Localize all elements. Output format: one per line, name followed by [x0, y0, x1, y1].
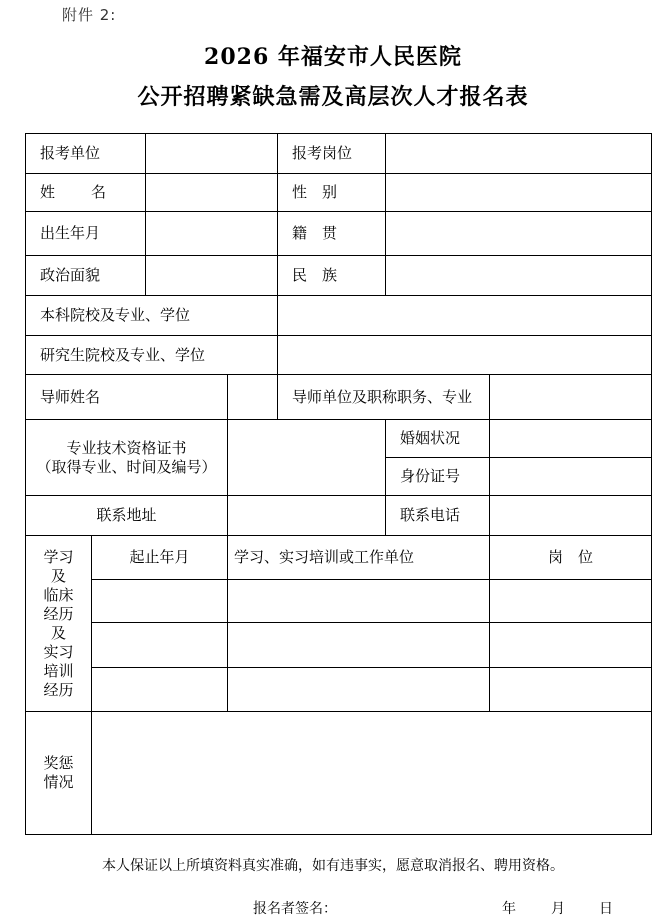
history-period-field[interactable]: [92, 580, 228, 623]
col-post-header: 岗 位: [490, 536, 652, 580]
history-label-line: 实习: [43, 642, 74, 661]
history-label-line: 经历: [43, 604, 74, 623]
apply-post-label: 报考岗位: [278, 134, 386, 174]
registration-form-table: [25, 133, 652, 835]
history-label-line: 学习: [43, 547, 74, 566]
marital-field[interactable]: [490, 420, 652, 458]
marital-label: 婚姻状况: [386, 420, 490, 458]
apply-unit-label: 报考单位: [26, 134, 146, 174]
awards-label: [26, 712, 92, 835]
history-label-line: 临床: [43, 585, 74, 604]
gender-label: 性 别: [278, 174, 386, 212]
history-unit-field[interactable]: [228, 668, 490, 712]
history-period-field[interactable]: [92, 668, 228, 712]
undergrad-label: 本科院校及专业、学位: [26, 296, 278, 336]
advisor-name-label: 导师姓名: [26, 375, 228, 420]
phone-label: 联系电话: [386, 496, 490, 536]
ethnic-label: 民 族: [278, 256, 386, 296]
birth-field[interactable]: [146, 212, 278, 256]
history-unit-field[interactable]: [228, 623, 490, 668]
apply-unit-field[interactable]: [146, 134, 278, 174]
col-period-header: 起止年月: [92, 536, 228, 580]
native-label: 籍 贯: [278, 212, 386, 256]
history-post-field[interactable]: [490, 623, 652, 668]
awards-field[interactable]: [92, 712, 652, 835]
postgrad-field[interactable]: [278, 336, 652, 375]
col-unit-header: 学习、实习培训或工作单位: [228, 536, 490, 580]
address-label: 联系地址: [26, 496, 228, 536]
apply-post-field[interactable]: [386, 134, 652, 174]
date-year-label: 年: [502, 901, 516, 917]
gender-field[interactable]: [386, 174, 652, 212]
date-day-label: 日: [599, 901, 613, 917]
cert-field[interactable]: [228, 420, 386, 496]
history-unit-field[interactable]: [228, 580, 490, 623]
history-label-line: 经历: [43, 680, 74, 699]
ethnic-field[interactable]: [386, 256, 652, 296]
history-post-field[interactable]: [490, 580, 652, 623]
history-period-field[interactable]: [92, 623, 228, 668]
postgrad-label: 研究生院校及专业、学位: [26, 336, 278, 375]
cert-label: [26, 420, 228, 496]
id-number-label: 身份证号: [386, 458, 490, 496]
advisor-name-field[interactable]: [228, 375, 278, 420]
awards-label-line: 奖惩: [43, 754, 74, 772]
page-title: 2026 年福安市人民医院: [204, 44, 462, 70]
history-label-line: 及: [50, 623, 66, 642]
history-label-line: 及: [50, 566, 66, 585]
native-field[interactable]: [386, 212, 652, 256]
signature-label: 报名者签名：: [253, 901, 337, 917]
advisor-unit-label: 导师单位及职称职务、专业: [278, 375, 490, 420]
advisor-unit-field[interactable]: [490, 375, 652, 420]
history-label: [26, 536, 92, 712]
attachment-label: 附件 2:: [62, 6, 117, 24]
undergrad-field[interactable]: [278, 296, 652, 336]
name-label: 姓 名: [26, 174, 146, 212]
birth-label: 出生年月: [26, 212, 146, 256]
date-month-label: 月: [551, 901, 565, 917]
political-label: 政治面貌: [26, 256, 146, 296]
id-number-field[interactable]: [490, 458, 652, 496]
history-label-line: 培训: [43, 661, 74, 680]
phone-field[interactable]: [490, 496, 652, 536]
page-subtitle: 公开招聘紧缺急需及高层次人才报名表: [137, 84, 529, 110]
political-field[interactable]: [146, 256, 278, 296]
cert-label-line2: （取得专业、时间及编号）: [36, 457, 217, 476]
history-post-field[interactable]: [490, 668, 652, 712]
name-field[interactable]: [146, 174, 278, 212]
address-field[interactable]: [228, 496, 386, 536]
awards-label-line: 情况: [43, 773, 74, 791]
declaration-text: 本人保证以上所填资料真实准确，如有违事实，愿意取消报名、聘用资格。: [102, 858, 564, 874]
cert-label-line1: 专业技术资格证书: [66, 438, 187, 457]
